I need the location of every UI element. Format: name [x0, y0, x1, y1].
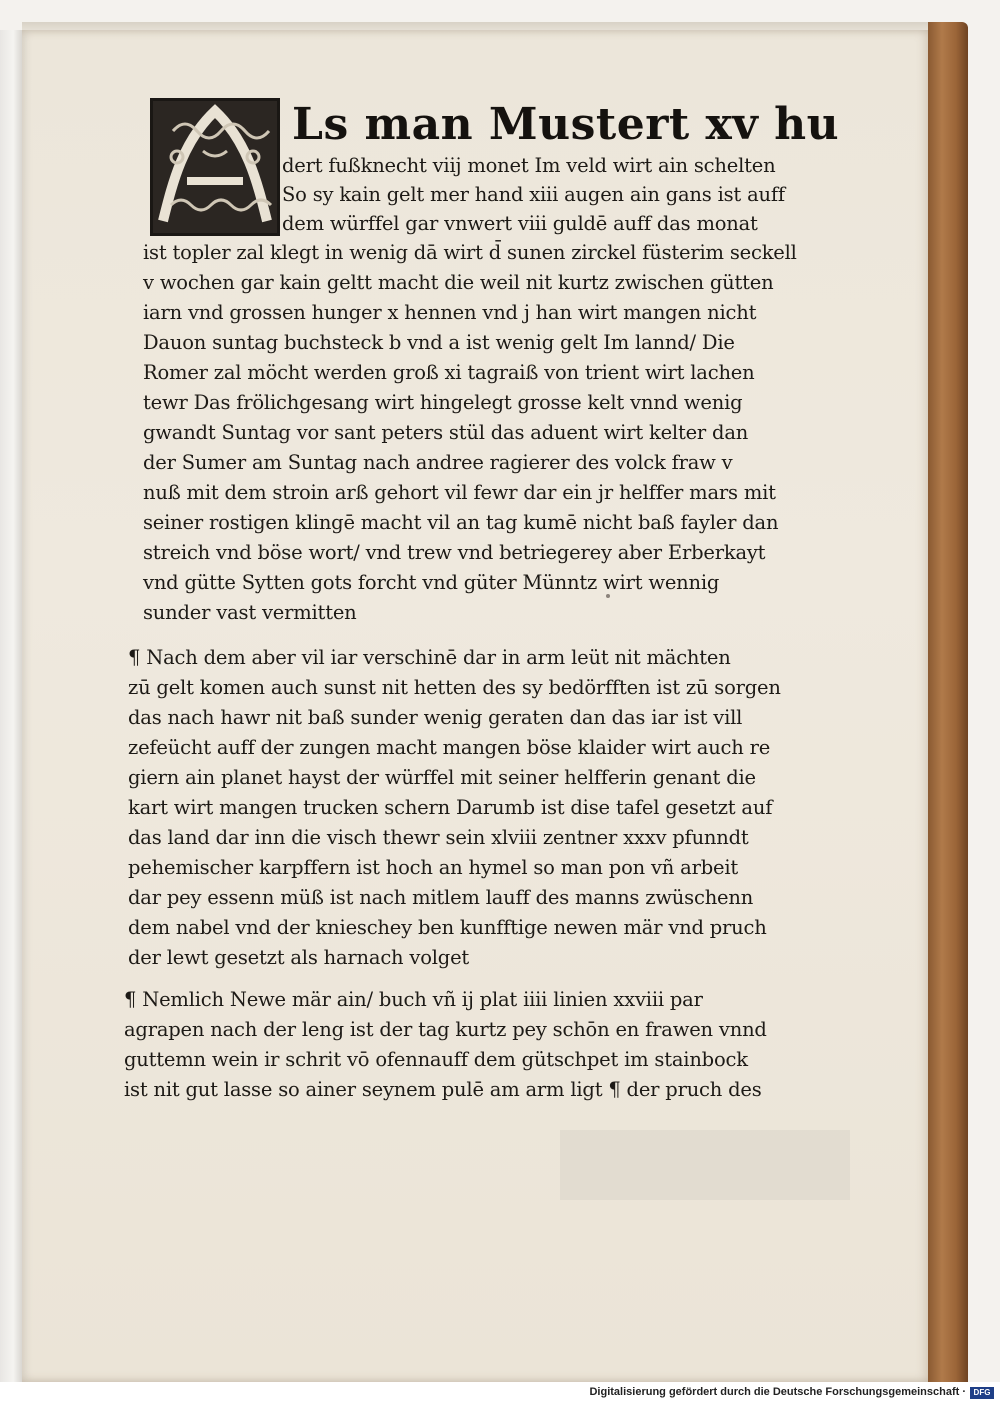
decorated-initial — [150, 98, 280, 236]
text-line: ist topler zal klegt in wenig dā wirt d̄ sunen zirckel füsterim seckell — [143, 241, 797, 264]
text-line: sunder vast vermitten — [143, 601, 357, 624]
text-line: vnd gütte Sytten gots forcht vnd güter Münntz wirt wennig — [143, 571, 720, 594]
text-line: zefeücht auff der zungen macht mangen böse klaider wirt auch re — [128, 736, 771, 759]
text-line: nuß mit dem stroin arß gehort vil fewr dar ein jr helffer mars mit — [143, 481, 776, 504]
show-through-text — [560, 1130, 850, 1200]
leather-cover-edge — [928, 22, 968, 1382]
text-line: Dauon suntag buchsteck b vnd a ist wenig gelt Im lannd/ Die — [143, 331, 735, 354]
text-line: dert fußknecht viij monet Im veld wirt ain schelten — [282, 154, 776, 177]
text-line: Romer zal möcht werden groß xi tagraiß von trient wirt lachen — [143, 361, 755, 384]
text-line: das land dar inn die visch thewr sein xlviii zentner xxxv pfunndt — [128, 826, 749, 849]
text-line: iarn vnd grossen hunger x hennen vnd j han wirt mangen nicht — [143, 301, 757, 324]
left-page-edge — [0, 30, 23, 1382]
text-line: dem würffel gar vnwert viii guldē auff das monat — [282, 212, 758, 235]
funding-credit: Digitalisierung gefördert durch die Deutsche Forschungsgemeinschaft · — [589, 1386, 966, 1398]
text-line: streich vnd böse wort/ vnd trew vnd betriegerey aber Erberkayt — [143, 541, 766, 564]
text-line: der lewt gesetzt als harnach volget — [128, 946, 470, 969]
decorated-initial-art — [153, 101, 277, 233]
text-line: So sy kain gelt mer hand xiii augen ain gans ist auff — [282, 183, 785, 206]
text-line: das nach hawr nit baß sunder wenig geraten dan das iar ist vill — [128, 706, 743, 729]
text-line: der Sumer am Suntag nach andree ragierer des volck fraw v — [143, 451, 733, 474]
text-line: zū gelt komen auch sunst nit hetten des sy bedörfften ist zū sorgen — [128, 676, 781, 699]
dfg-logo[interactable]: DFG — [970, 1387, 994, 1399]
text-line: seiner rostigen klingē macht vil an tag kumē nicht baß fayler dan — [143, 511, 779, 534]
text-line: agrapen nach der leng ist der tag kurtz pey schōn en frawen vnnd — [124, 1018, 767, 1041]
text-line: giern ain planet hayst der würffel mit seiner helfferin genant die — [128, 766, 756, 789]
text-line: ¶ Nemlich Newe mär ain/ buch vñ ij plat iiii linien xxviii par — [124, 988, 703, 1011]
text-line: dem nabel vnd der knieschey ben kunfftige newen mär vnd pruch — [128, 916, 767, 939]
text-line: pehemischer karpffern ist hoch an hymel so man pon vñ arbeit — [128, 856, 738, 879]
ink-speck — [606, 594, 610, 598]
text-line: gwandt Suntag vor sant peters stül das aduent wirt kelter dan — [143, 421, 749, 444]
text-line: tewr Das frölichgesang wirt hingelegt grosse kelt vnnd wenig — [143, 391, 743, 414]
text-line: dar pey essenn müß ist nach mitlem lauff des manns zwüschenn — [128, 886, 754, 909]
text-line: ¶ Nach dem aber vil iar verschinē dar in arm leüt nit mächten — [128, 646, 731, 669]
text-line: v wochen gar kain geltt macht die weil nit kurtz zwischen gütten — [143, 271, 774, 294]
text-line: guttemn wein ir schrit vō ofennauff dem gütschpet im stainbock — [124, 1048, 748, 1071]
text-line: kart wirt mangen trucken schern Darumb ist dise tafel gesetzt auf — [128, 796, 773, 819]
text-line: ist nit gut lasse so ainer seynem pulē am arm ligt ¶ der pruch des — [124, 1078, 762, 1101]
page-heading: Ls man Mustert xv hu — [292, 99, 840, 150]
